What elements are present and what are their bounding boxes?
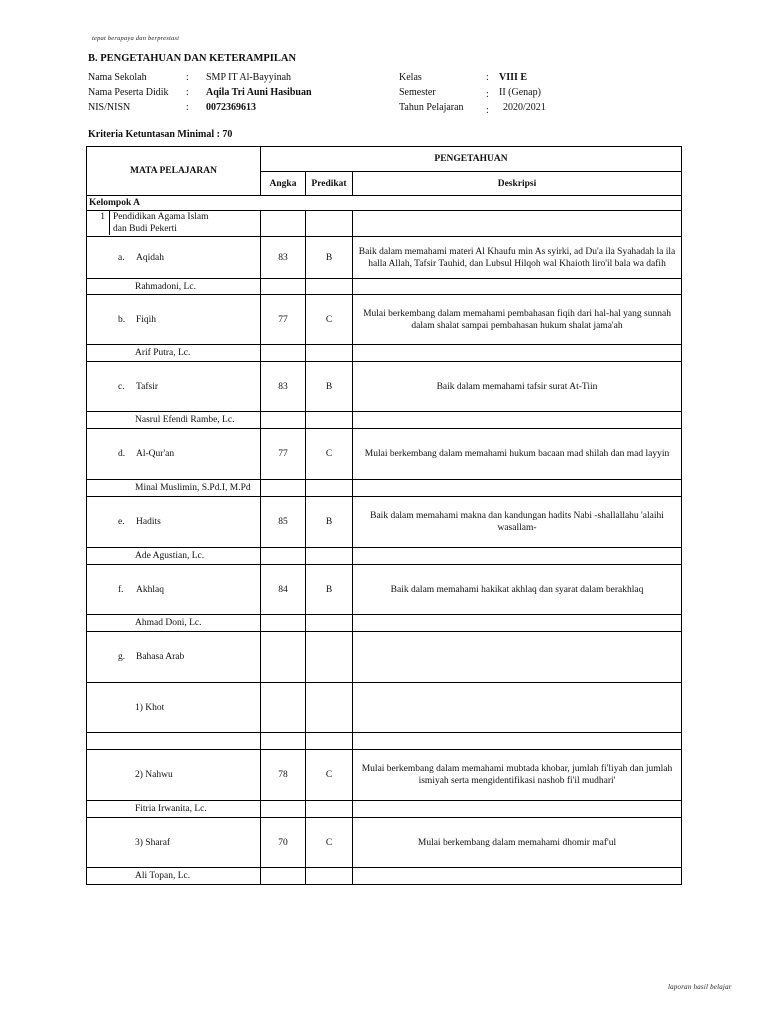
score-cell: 83 — [261, 362, 306, 412]
subsubject-nahwu: 2) Nahwu — [87, 750, 261, 801]
header-handwritten-note: tepat berupaya dan berprestasi — [92, 35, 180, 42]
info-colon: : — [186, 72, 189, 83]
header-predicate: Predikat — [306, 172, 353, 196]
description-cell: Mulai berkembang dalam memahami dhomir maf'ul — [353, 818, 682, 868]
subject-name: Al-Qur'an — [136, 449, 175, 459]
teacher-row — [87, 412, 682, 429]
section-title: B. PENGETAHUAN DAN KETERAMPILAN — [88, 53, 297, 64]
description-cell: Baik dalam memahami materi Al Khaufu min As syirki, ad Du'a ila Syahadah la ila halla Allah, Tafsir Tauhid, dan Lubsul Hilqoh wal Khaioth liro'il bala wa dafih — [353, 237, 682, 279]
subject-cell — [87, 632, 261, 683]
teacher-row — [87, 548, 682, 565]
info-colon: : — [486, 72, 489, 83]
main-subject-name-line1: Pendidikan Agama Islam — [113, 212, 209, 222]
subject-name: Akhlaq — [136, 584, 164, 595]
info-colon: : — [186, 102, 189, 113]
subsubject-sharaf: 3) Sharaf — [87, 818, 261, 868]
year-value: 2020/2021 — [503, 102, 546, 113]
subject-cell — [87, 497, 261, 548]
minimum-criteria: Kriteria Ketuntasan Minimal : 70 — [88, 129, 233, 140]
main-subject-number: 1 — [100, 212, 105, 222]
subject-letter: c. — [118, 381, 125, 392]
table-row — [87, 818, 682, 868]
predicate-cell: C — [306, 750, 353, 801]
student-info-right — [399, 72, 599, 116]
subject-cell — [87, 565, 261, 615]
teacher-row — [87, 279, 682, 295]
footer-handwritten-note: laporan hasil belajar — [668, 983, 732, 991]
header-score: Angka — [261, 172, 306, 196]
table-row — [87, 211, 682, 237]
subject-letter: a. — [118, 252, 125, 263]
info-label: Semester — [399, 87, 436, 98]
info-colon: : — [486, 105, 489, 116]
subject-letter: d. — [118, 449, 126, 459]
subject-name: Bahasa Arab — [136, 652, 185, 662]
predicate-cell: B — [306, 362, 353, 412]
student-name: Aqila Tri Auni Hasibuan — [206, 87, 312, 98]
predicate-cell: C — [306, 818, 353, 868]
description-cell: Mulai berkembang dalam memahami pembahasan fiqih dari hal-hal yang sunnah dalam shalat sampai pembahasan hukum shalat jama'ah — [353, 295, 682, 345]
info-colon: : — [486, 89, 489, 100]
info-label: Kelas — [399, 72, 422, 83]
subject-letter: e. — [118, 517, 125, 527]
teacher-row — [87, 615, 682, 632]
group-label: Kelompok A — [87, 196, 682, 211]
predicate-cell: B — [306, 497, 353, 548]
empty-row — [87, 733, 682, 750]
description-cell: Mulai berkembang dalam memahami hukum bacaan mad shilah dan mad layyin — [353, 429, 682, 480]
score-cell: 70 — [261, 818, 306, 868]
predicate-cell: C — [306, 295, 353, 345]
teacher-name: Minal Muslimin, S.Pd.I, M.Pd — [87, 480, 261, 497]
subject-letter: b. — [118, 314, 126, 325]
table-row — [87, 362, 682, 412]
predicate-cell: B — [306, 237, 353, 279]
teacher-name: Ahmad Doni, Lc. — [87, 615, 261, 632]
description-cell: Baik dalam memahami hakikat akhlaq dan syarat dalam berakhlaq — [353, 565, 682, 615]
subsubject-khot: 1) Khot — [87, 683, 261, 733]
teacher-row — [87, 868, 682, 885]
teacher-row — [87, 345, 682, 362]
grades-table — [86, 146, 682, 885]
teacher-name: Arif Putra, Lc. — [87, 345, 261, 362]
subject-cell — [87, 295, 261, 345]
description-cell: Baik dalam memahami makna dan kandungan hadits Nabi -shallallahu 'alaihi wasallam- — [353, 497, 682, 548]
info-label: NIS/NISN — [88, 102, 131, 113]
table-row — [87, 683, 682, 733]
table-row — [87, 632, 682, 683]
teacher-row — [87, 801, 682, 818]
subject-letter: f. — [118, 584, 124, 595]
predicate-cell: B — [306, 565, 353, 615]
info-label: Nama Sekolah — [88, 72, 147, 83]
main-subject-cell — [87, 211, 261, 237]
teacher-name: Fitria Irwanita, Lc. — [87, 801, 261, 818]
semester-value: II (Genap) — [499, 87, 541, 98]
teacher-name: Rahmadoni, Lc. — [87, 279, 261, 295]
teacher-name: Ade Agustian, Lc. — [87, 548, 261, 565]
teacher-name: Ali Topan, Lc. — [87, 868, 261, 885]
header-subject: MATA PELAJARAN — [87, 147, 261, 196]
subject-cell — [87, 429, 261, 480]
subject-name: Fiqih — [136, 314, 157, 325]
info-colon: : — [186, 87, 189, 98]
class-value: VIII E — [499, 72, 528, 83]
school-name: SMP IT Al-Bayyinah — [206, 72, 292, 83]
subject-cell — [87, 362, 261, 412]
header-knowledge: PENGETAHUAN — [261, 147, 682, 172]
table-row — [87, 750, 682, 801]
main-subject-name-line2: dan Budi Pekerti — [113, 224, 177, 234]
subject-cell — [87, 237, 261, 279]
teacher-name: Nasrul Efendi Rambe, Lc. — [87, 412, 261, 429]
table-row — [87, 497, 682, 548]
table-row — [87, 237, 682, 279]
info-label: Tahun Pelajaran — [399, 102, 464, 113]
teacher-row — [87, 480, 682, 497]
header-description: Deskripsi — [353, 172, 682, 196]
table-row — [87, 429, 682, 480]
description-cell: Baik dalam memahami tafsir surat At-Tiin — [353, 362, 682, 412]
score-cell: 83 — [261, 237, 306, 279]
table-row — [87, 565, 682, 615]
description-cell: Mulai berkembang dalam memahami mubtada khobar, jumlah fi'liyah dan jumlah ismiyah serta mengidentifikasi nashob fi'il mudhari' — [353, 750, 682, 801]
subject-name: Aqidah — [136, 252, 164, 263]
subject-letter: g. — [118, 652, 126, 662]
score-cell: 77 — [261, 295, 306, 345]
score-cell: 78 — [261, 750, 306, 801]
predicate-cell: C — [306, 429, 353, 480]
table-row — [87, 295, 682, 345]
score-cell: 77 — [261, 429, 306, 480]
subject-name: Hadits — [136, 517, 161, 527]
student-nis: 0072369613 — [206, 102, 256, 113]
score-cell: 84 — [261, 565, 306, 615]
score-cell: 85 — [261, 497, 306, 548]
student-info-left — [88, 72, 388, 116]
info-label: Nama Peserta Didik — [88, 87, 169, 98]
subject-name: Tafsir — [136, 381, 159, 392]
